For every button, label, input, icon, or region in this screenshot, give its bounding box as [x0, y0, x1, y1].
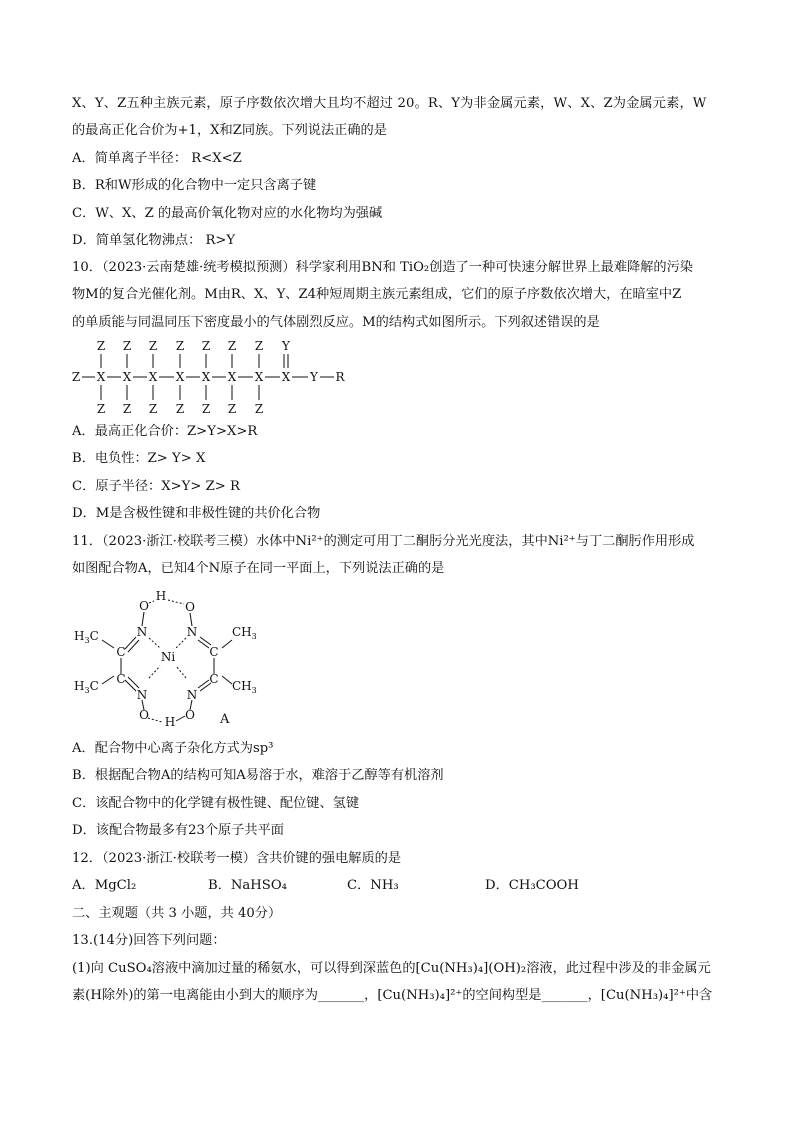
chain-atom: X [122, 370, 132, 384]
top-atom: Z [175, 339, 185, 353]
q9-option-b: B．R和W形成的化合物中一定只含离子键 [72, 178, 317, 193]
q10-option-b: B．电负性：Z> Y> X [72, 451, 206, 466]
chain-atom: Z [71, 370, 81, 384]
top-atom: Z [148, 339, 158, 353]
methyl-h3c-bottom: $H_3C$ [74, 679, 99, 695]
top-atom: Z [96, 339, 106, 353]
q10-stem-line3: 的单质能与同温同压下密度最小的气体剧烈反应。M的结构式如图所示。下列叙述错误的是 [72, 315, 600, 330]
q13-stem: 13.(14分)回答下列问题： [72, 933, 226, 948]
q11-option-d: D．该配合物最多有23个原子共平面 [72, 823, 284, 838]
q9-option-a: A．简单离子半径： R<X<Z [72, 151, 242, 166]
q10-stem-line2: 物M的复合光催化剂。M由R、X、Y、Z4种短周期主族元素组成，它们的原子序数依次增大，在暗室中Z [72, 287, 682, 302]
bottom-atom: Z [148, 402, 158, 416]
methyl-h3c-top: $H_3C$ [74, 629, 99, 645]
chain-atom: X [254, 370, 264, 384]
top-atom: Z [201, 339, 211, 353]
q12-option-c: C．NH₃ [347, 878, 399, 893]
methyl-ch3-top: $CH_3$ [232, 625, 257, 641]
section-2-title: 二、主观题（共 3 小题，共 40分） [72, 906, 282, 921]
q12-option-b: B．NaHSO₄ [208, 878, 287, 893]
atom-ni: Ni [160, 650, 176, 664]
bottom-atom: Z [122, 402, 132, 416]
bottom-atom: Z [96, 402, 106, 416]
atom-c: C [116, 645, 126, 659]
top-atom: Z [227, 339, 237, 353]
methyl-ch3-bottom: $CH_3$ [232, 679, 257, 695]
q10-stem-line1: 10．（2023·云南楚雄·统考模拟预测）科学家利用BN和 TiO₂创造了一种可快速分解世界上最难降解的污染 [72, 260, 693, 275]
q9-stem-line1: X、Y、Z五种主族元素，原子序数依次增大且均不超过 20。R、Y为非金属元素，W、X、Z为金属元素，W [72, 96, 707, 111]
chain-atom: X [175, 370, 185, 384]
top-atom: Z [254, 339, 264, 353]
bottom-atom: Z [201, 402, 211, 416]
q11-stem-line2: 如图配合物A，已知4个N原子在同一平面上，下列说法正确的是 [72, 561, 445, 576]
q13-line2: 素(H除外)的第一电离能由小到大的顺序为_______，[Cu(NH₃)₄]²⁺的空间构型是_______，[Cu(NH₃)₄]²⁺中含 [72, 988, 713, 1003]
bottom-atom: Z [227, 402, 237, 416]
atom-h-top: H [155, 589, 167, 603]
atom-c: C [116, 672, 126, 686]
atom-n: N [186, 688, 198, 702]
atom-o: O [185, 708, 195, 722]
atom-n: N [136, 688, 148, 702]
q9-option-c: C．W、X、Z 的最高价氧化物对应的水化物均为强碱 [72, 206, 383, 221]
atom-o: O [139, 708, 149, 722]
chain-atom: X [96, 370, 106, 384]
atom-c: C [209, 645, 219, 659]
q9-option-d: D．简单氢化物沸点： R>Y [72, 233, 236, 248]
q12-stem: 12．（2023·浙江·校联考一模）含共价键的强电解质的是 [72, 851, 402, 866]
bottom-atom: Z [254, 402, 264, 416]
q12-option-d: D．CH₃COOH [485, 878, 579, 893]
chain-atom: R [335, 370, 345, 384]
q11-option-b: B．根据配合物A的结构可知A易溶于水，难溶于乙醇等有机溶剂 [72, 768, 444, 783]
q13-line1: (1)向 CuSO₄溶液中滴加过量的稀氨水，可以得到深蓝色的[Cu(NH₃)₄](OH)₂溶液，此过程中涉及的非金属元 [72, 961, 711, 976]
chain-atom: X [227, 370, 237, 384]
top-atom: Z [122, 339, 132, 353]
q10-option-a: A．最高正化合价：Z>Y>X>R [72, 424, 258, 439]
atom-o: O [139, 599, 149, 613]
atom-o: O [185, 600, 195, 614]
chain-atom: Y [310, 370, 318, 384]
chain-atom: X [148, 370, 158, 384]
q10-option-d: D．M是含极性键和非极性键的共价化合物 [72, 506, 321, 521]
q11-option-a: A．配合物中心离子杂化方式为sp³ [72, 741, 274, 756]
top-atom: Y [282, 339, 290, 353]
complex-atom-labels [116, 589, 218, 728]
figure-label-a: A [220, 712, 230, 727]
q9-stem-line2: 的最高正化合价为+1，X和Z同族。下列说法正确的是 [72, 123, 387, 138]
q12-option-a: A．MgCl₂ [72, 878, 137, 893]
molecule-m-structure [70, 338, 370, 418]
bottom-atom: Z [175, 402, 185, 416]
q10-option-c: C．原子半径：X>Y> Z> R [72, 479, 240, 494]
chain-atom: X [201, 370, 211, 384]
chain-atom: X [281, 370, 291, 384]
q11-option-c: C．该配合物中的化学键有极性键、配位键、氢键 [72, 796, 360, 811]
atom-h-bottom: H [164, 715, 176, 728]
q11-stem-line1: 11．（2023·浙江·校联考三模）水体中Ni²⁺的测定可用丁二酮肟分光光度法，其中Ni²⁺与丁二酮肟作用形成 [72, 534, 695, 549]
atom-c: C [209, 672, 219, 686]
complex-a-figure [72, 588, 272, 728]
atom-n: N [186, 625, 198, 639]
atom-n: N [136, 625, 148, 639]
